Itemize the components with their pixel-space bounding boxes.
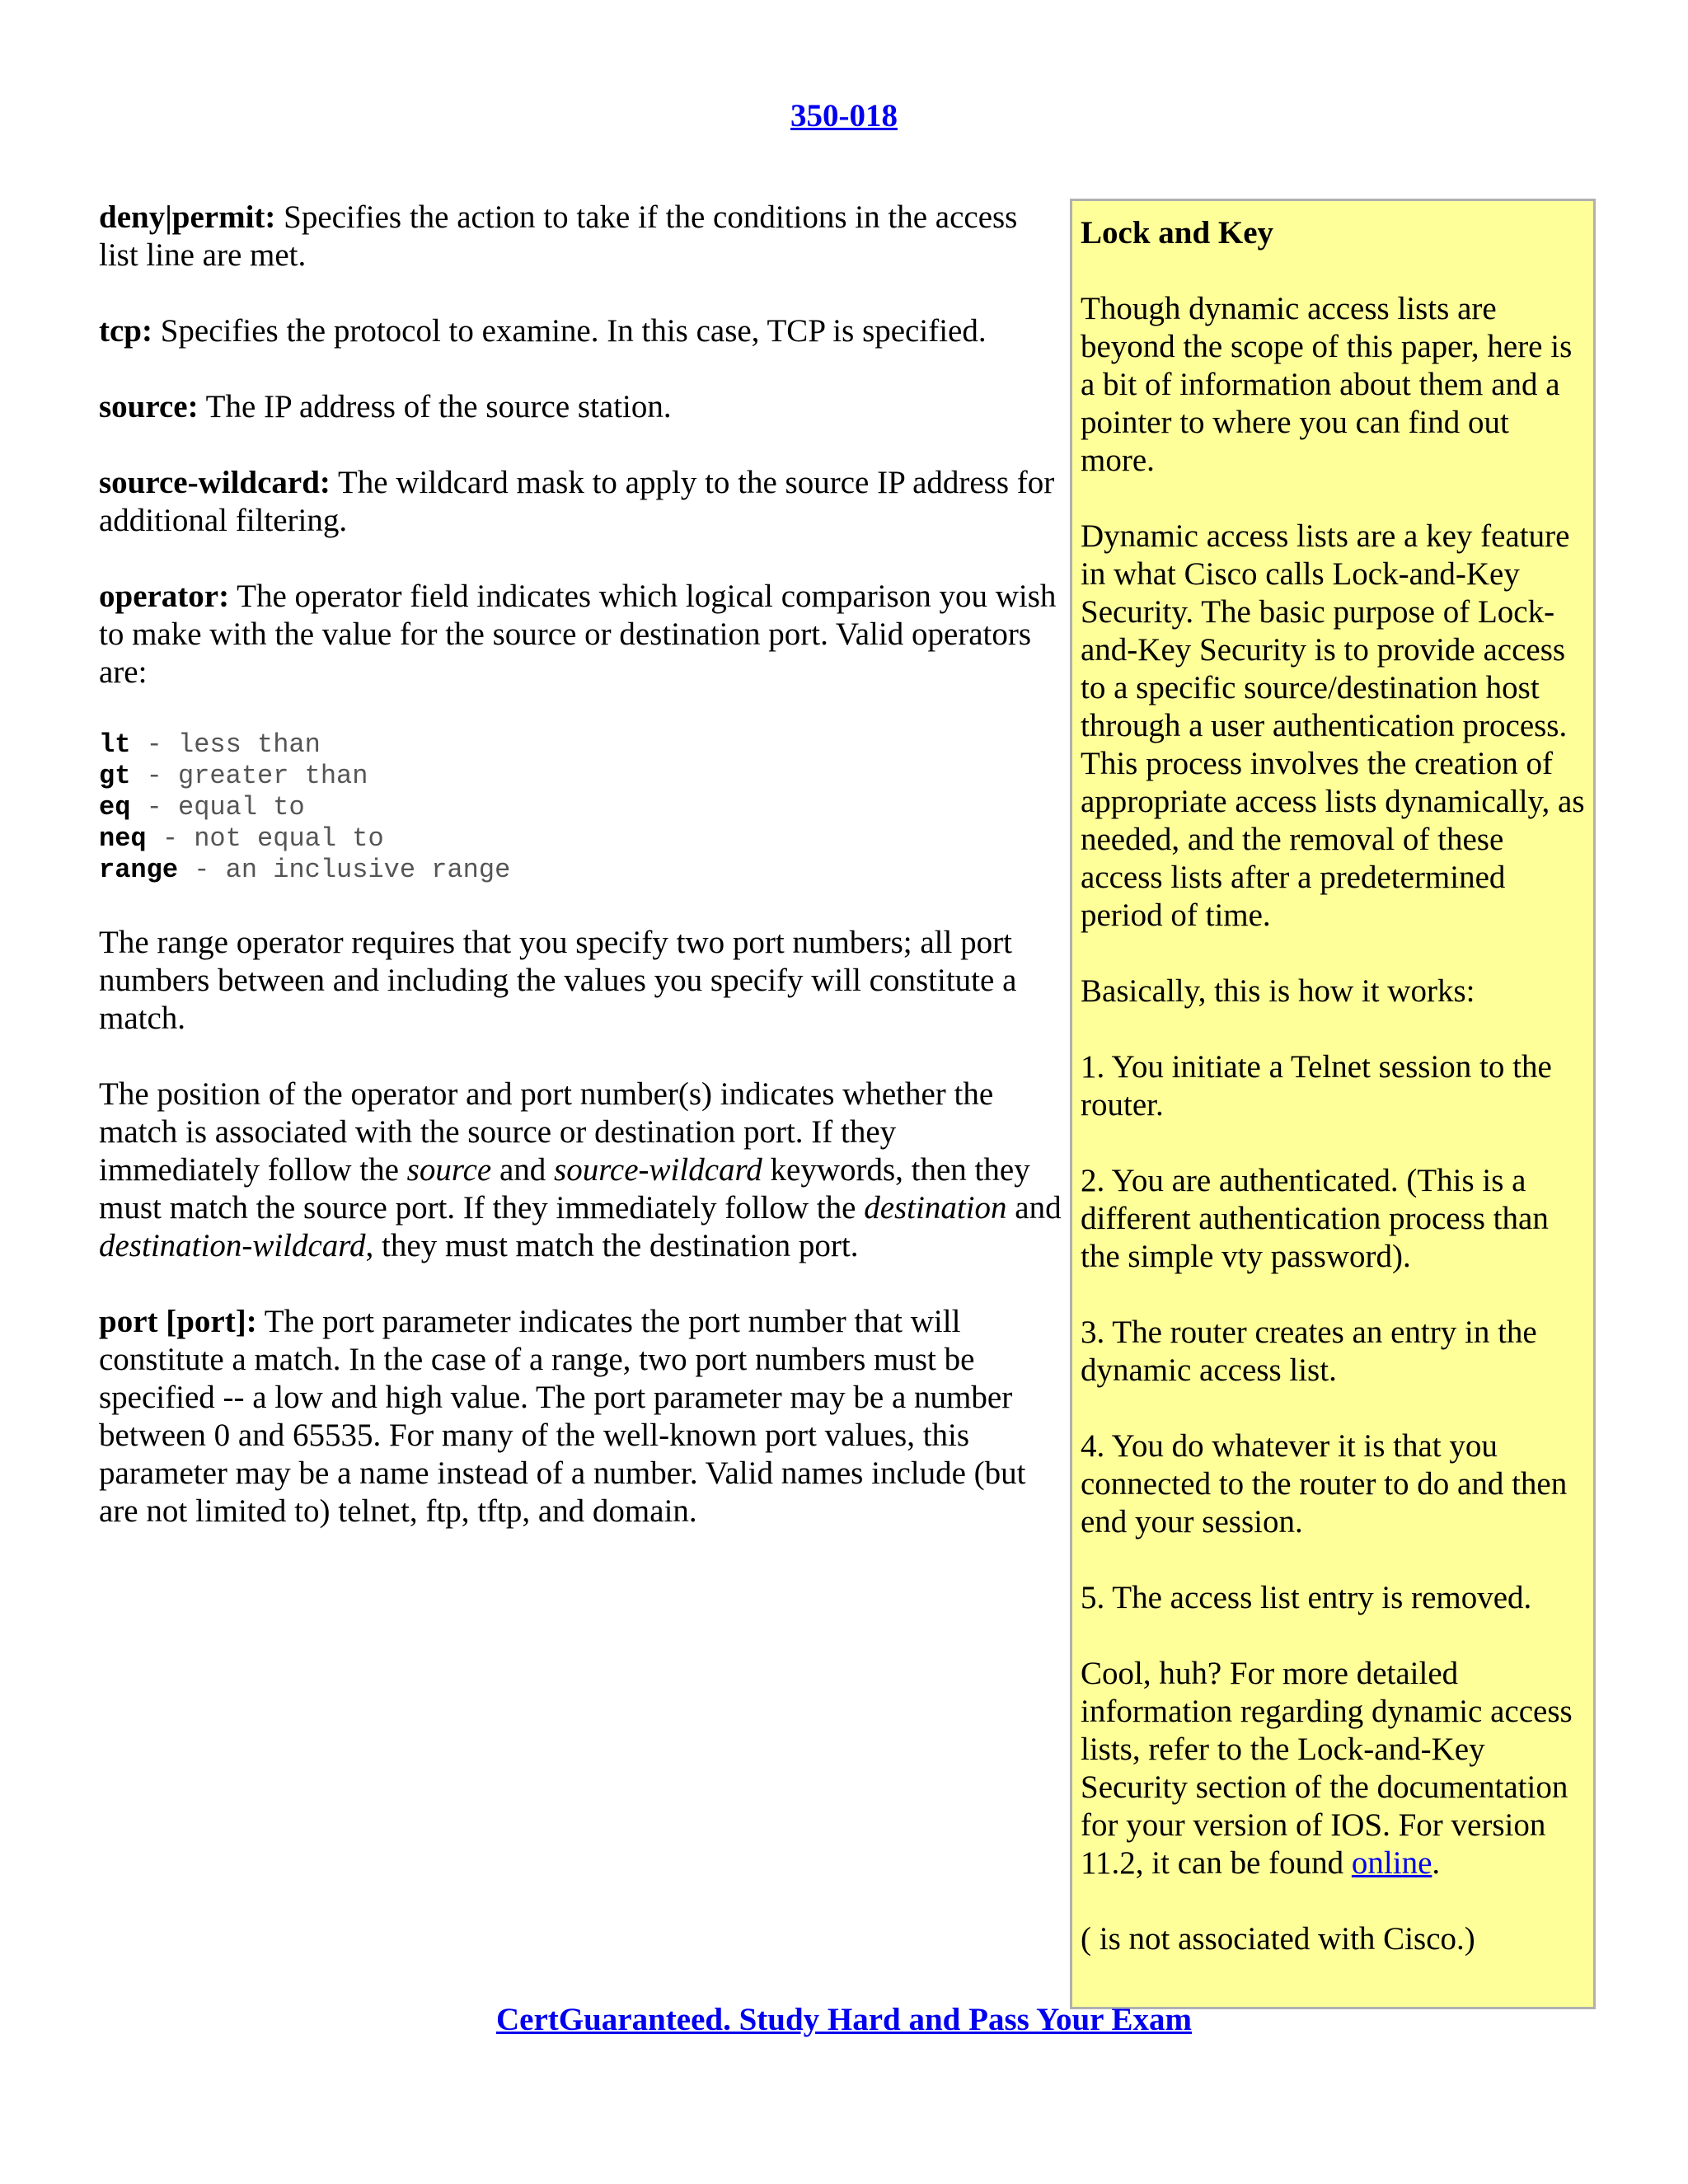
sidebar-basically: Basically, this is how it works: bbox=[1081, 973, 1475, 1009]
sidebar-dynamic: Dynamic access lists are a key feature in what Cisco calls Lock-and-Key Security. The basic purpose of Lock-and-Key Security is to provide access to a specific source/destination host through a user authentication process. This process involves the creation of appropriate access lists dynamically, as needed, and the removal of these access lists after a predetermined period of time. bbox=[1081, 518, 1585, 933]
position-emphasis: destination-wildcard bbox=[99, 1228, 366, 1263]
sidebar-cool bbox=[1081, 1655, 1585, 1882]
position-text: and bbox=[491, 1152, 555, 1188]
operator-keyword: neq bbox=[99, 823, 147, 854]
operator-definition bbox=[99, 578, 1063, 691]
operator-meaning: - less than bbox=[130, 729, 321, 760]
deny-permit-term: deny|permit: bbox=[99, 199, 276, 235]
operator-meaning: - equal to bbox=[130, 792, 305, 823]
tcp-term: tcp: bbox=[99, 313, 152, 349]
operator-meaning: - an inclusive range bbox=[178, 855, 511, 885]
position-paragraph bbox=[99, 1076, 1063, 1265]
source-desc: The IP address of the source station. bbox=[198, 389, 672, 424]
position-text: keywords, then they must match the source port. If they immediately follow the bbox=[99, 1152, 1030, 1226]
source-term: source: bbox=[99, 389, 199, 424]
sidebar-step-3: 3. The router creates an entry in the dynamic access list. bbox=[1081, 1315, 1537, 1388]
sidebar-title: Lock and Key bbox=[1081, 215, 1274, 251]
operator-keyword: eq bbox=[99, 792, 131, 823]
footer-link[interactable]: CertGuaranteed. Study Hard and Pass Your Exam bbox=[496, 2002, 1192, 2037]
position-emphasis: source-wildcard bbox=[554, 1152, 762, 1188]
position-text: The position of the operator and port number(s) indicates whether the match is associated with the source or destination port. If they immediately follow the bbox=[99, 1076, 994, 1188]
sidebar-disclaimer: ( is not associated with Cisco.) bbox=[1081, 1921, 1475, 1957]
source-wildcard-definition bbox=[99, 464, 1063, 540]
online-link[interactable]: online bbox=[1351, 1845, 1432, 1881]
tcp-definition bbox=[99, 312, 1063, 350]
source-definition bbox=[99, 388, 1063, 426]
port-term: port [port]: bbox=[99, 1304, 257, 1339]
operator-list bbox=[99, 729, 1063, 886]
operator-desc: The operator field indicates which logical comparison you wish to make with the value for the source or destination port. Valid operators are: bbox=[99, 579, 1057, 690]
position-text: , they must match the destination port. bbox=[365, 1228, 859, 1263]
operator-meaning: - not equal to bbox=[146, 823, 384, 854]
operator-meaning: - greater than bbox=[130, 761, 368, 791]
position-text: and bbox=[1006, 1190, 1062, 1226]
sidebar-step-4: 4. You do whatever it is that you connected to the router to do and then end your session. bbox=[1081, 1428, 1568, 1540]
lock-and-key-sidebar bbox=[1070, 199, 1596, 2009]
header-exam-link[interactable]: 350-018 bbox=[790, 98, 898, 134]
deny-permit-desc: Specifies the action to take if the conditions in the access list line are met. bbox=[99, 199, 1018, 273]
sidebar-step-5: 5. The access list entry is removed. bbox=[1081, 1580, 1532, 1615]
position-emphasis: destination bbox=[864, 1190, 1007, 1226]
sidebar-step-2: 2. You are authenticated. (This is a different authentication process than the simple vty password). bbox=[1081, 1163, 1549, 1274]
deny-permit-definition bbox=[99, 199, 1063, 274]
page-header bbox=[0, 97, 1688, 135]
sidebar-cool-end: . bbox=[1432, 1845, 1441, 1881]
source-wildcard-term: source-wildcard: bbox=[99, 465, 331, 500]
source-wildcard-desc: The wildcard mask to apply to the source IP address for additional filtering. bbox=[99, 465, 1055, 538]
port-desc: The port parameter indicates the port number that will constitute a match. In the case of a range, two port numbers must be specified -- a low and high value. The port parameter may be a number between 0 and 65535. For many of the well-known port values, this parameter may be a name instead of a number. Valid names include (but are not limited to) telnet, ftp, tftp, and domain. bbox=[99, 1304, 1026, 1529]
sidebar-step-1: 1. You initiate a Telnet session to the router. bbox=[1081, 1049, 1552, 1122]
range-paragraph: The range operator requires that you specify two port numbers; all port numbers between and including the values you specify will constitute a match. bbox=[99, 925, 1017, 1036]
sidebar-intro: Though dynamic access lists are beyond the scope of this paper, here is a bit of information about them and a pointer to where you can find out more. bbox=[1081, 291, 1573, 478]
page-footer bbox=[0, 2001, 1688, 2039]
main-column bbox=[99, 199, 1063, 1568]
operator-keyword: gt bbox=[99, 761, 131, 791]
position-emphasis: source bbox=[406, 1152, 492, 1188]
port-definition bbox=[99, 1303, 1063, 1530]
operator-keyword: lt bbox=[99, 729, 131, 760]
operator-term: operator: bbox=[99, 579, 230, 614]
operator-keyword: range bbox=[99, 855, 179, 885]
sidebar-cool-text: Cool, huh? For more detailed information regarding dynamic access lists, refer to the Lock-and-Key Security section of the documentation for your version of IOS. For version 11.2, it can be found bbox=[1081, 1656, 1573, 1881]
tcp-desc: Specifies the protocol to examine. In this case, TCP is specified. bbox=[152, 313, 987, 349]
